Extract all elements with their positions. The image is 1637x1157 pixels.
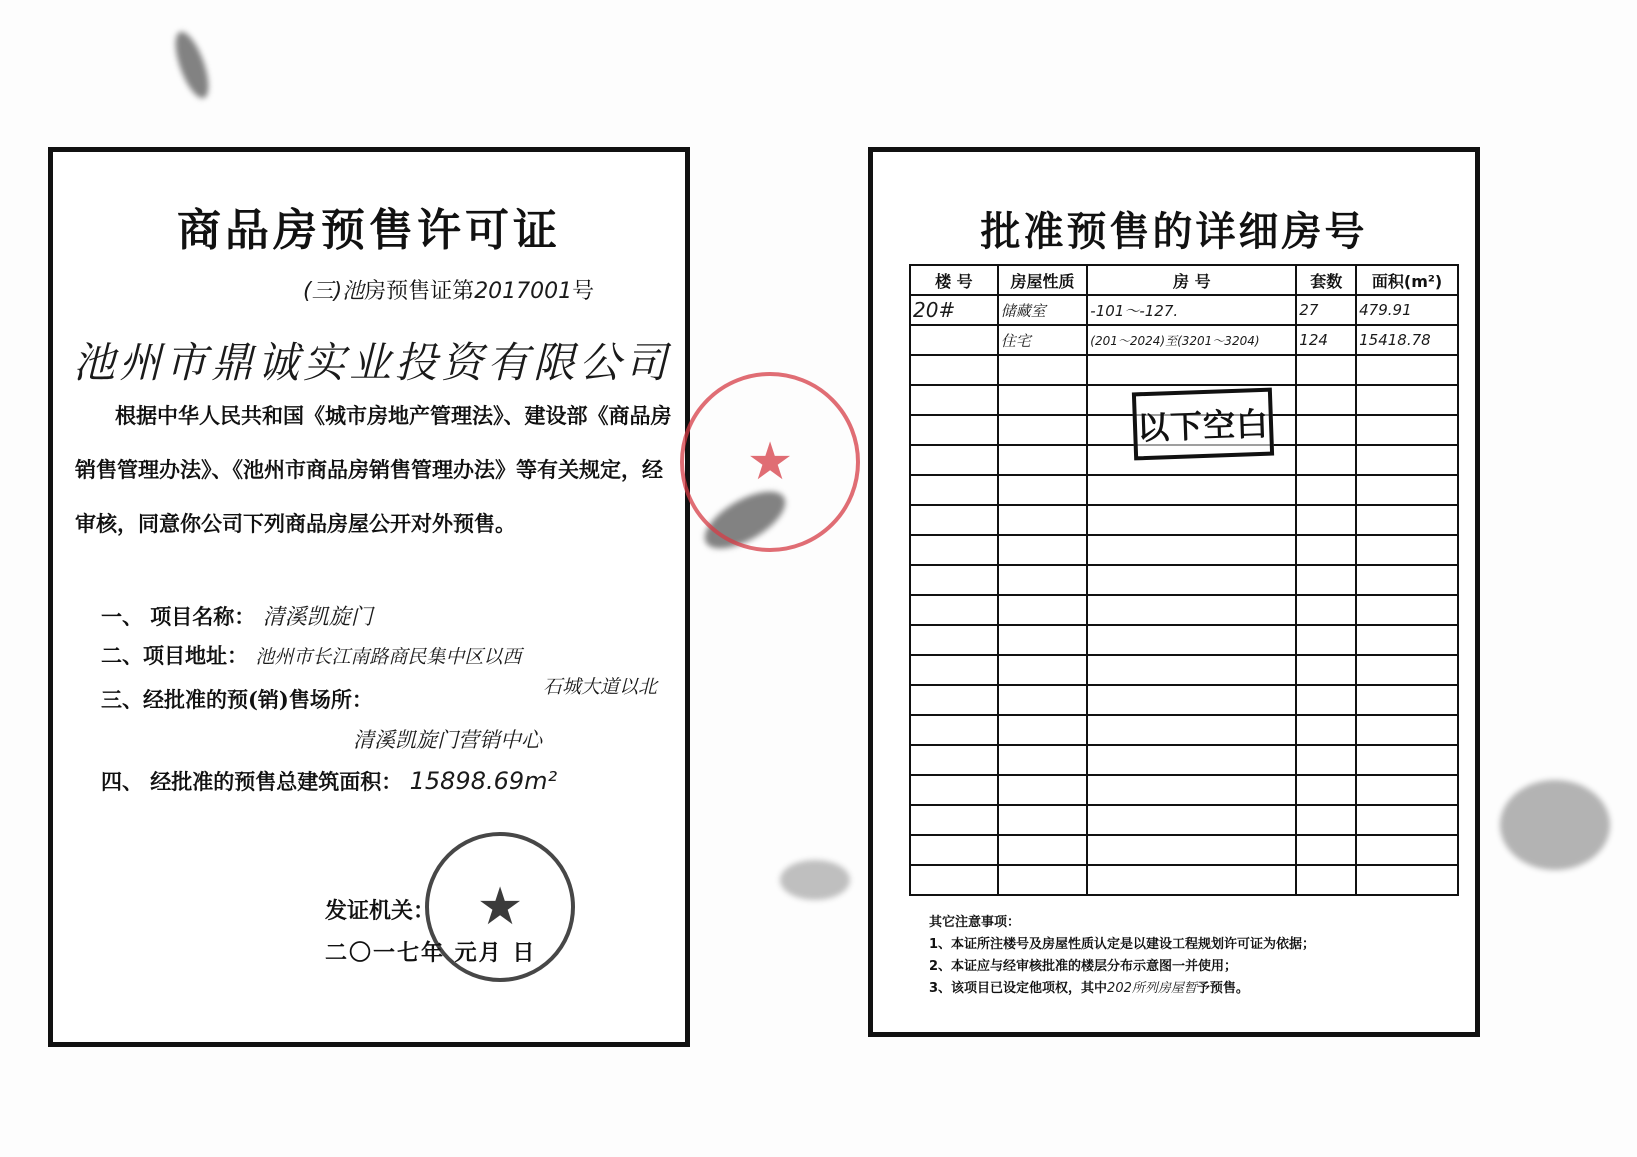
smudge [169,28,215,102]
project-name-item [101,600,373,631]
header-rooms: 房 号 [1087,265,1296,295]
cell-count: 27 [1296,295,1356,325]
table-row [910,475,1458,505]
table-row [910,715,1458,745]
note-item: 1、本证所注楼号及房屋性质认定是以建设工程规划许可证为依据； [929,937,1316,952]
smudge [1500,780,1610,870]
cell-building [910,325,998,355]
company-name: 池州市鼎诚实业投资有限公司 [73,338,672,387]
header-area: 面积(m²) [1356,265,1458,295]
sheet-title: 批准预售的详细房号 [980,209,1368,255]
item-value: 池州市长江南路商民集中区以西 [255,646,522,668]
cell-nature: 储藏室 [998,295,1088,325]
note-3-prefix: 3、该项目已设定他项权，其中 [929,981,1108,996]
header-count: 套数 [1296,265,1356,295]
item-label: 二、项目地址： [101,643,248,668]
table-row [910,325,1458,355]
smudge [780,860,850,900]
certificate-suffix: 号 [572,279,595,304]
table-row [910,865,1458,895]
cell-area: 15418.78 [1356,325,1458,355]
blank-below-stamp: 以下空白 [1132,388,1274,461]
authority-seal [425,832,575,982]
presale-permit-certificate [48,147,690,1047]
sales-place-item [101,684,373,714]
star-icon: ★ [746,432,794,492]
cell-building: 20# [910,295,998,325]
table-row [910,595,1458,625]
item-label: 一、 项目名称： [101,604,256,629]
item-label: 三、经批准的预(销)售场所： [101,687,373,712]
table-row [910,295,1458,325]
table-row [910,625,1458,655]
notes-title: 其它注意事项： [929,915,1021,930]
certificate-mid: 房预售证第 [364,279,475,304]
cell-rooms: -101～-127. [1087,295,1296,325]
table-row [910,535,1458,565]
rooms-table [909,264,1459,896]
notes-section [929,912,1449,1000]
item-value: 清溪凯旋门 [262,605,373,630]
project-address-item [101,640,521,670]
table-row [910,565,1458,595]
table-row [910,505,1458,535]
table-row [910,685,1458,715]
permit-paragraph: 根据中华人民共和国《城市房地产管理法》、建设部《商品房销售管理办法》、《池州市商品房销售管理办法》等有关规定，经审核，同意你公司下列商品房屋公开对外预售。 [75,403,672,536]
table-row [910,745,1458,775]
header-building: 楼 号 [910,265,998,295]
cell-nature: 住宅 [998,325,1088,355]
table-row [910,355,1458,385]
issue-date: 二〇一七年 元月 日 [325,940,537,966]
cell-area: 479.91 [1356,295,1458,325]
cell-rooms: (201～2024)至(3201～3204) [1087,325,1296,355]
note-3-handwritten: 202所列房屋暂 [1107,981,1197,996]
certificate-prefix: (三)池 [303,279,365,304]
note-3-suffix: 予预售。 [1196,981,1249,996]
address-line-2: 石城大道以北 [543,676,658,698]
cell-count: 124 [1296,325,1356,355]
table-row [910,655,1458,685]
item-label: 四、 经批准的预售总建筑面积： [101,769,403,794]
approved-rooms-sheet [868,147,1480,1037]
table-header-row [910,265,1458,295]
certificate-number-line [303,274,594,305]
sales-place-value: 清溪凯旋门营销中心 [353,728,542,752]
star-icon: ★ [476,877,524,937]
note-item: 2、本证应与经审核批准的楼层分布示意图一并使用； [929,959,1238,974]
issuing-authority-label: 发证机关： [325,898,436,924]
header-nature: 房屋性质 [998,265,1088,295]
table-row [910,775,1458,805]
company-seal [680,372,860,552]
certificate-number: 2017001 [474,279,573,304]
total-area-item [101,766,557,796]
table-row [910,835,1458,865]
certificate-title: 商品房预售许可证 [177,205,561,256]
note-item-3 [929,978,1449,1000]
item-value: 15898.69m² [409,767,558,795]
table-row [910,805,1458,835]
